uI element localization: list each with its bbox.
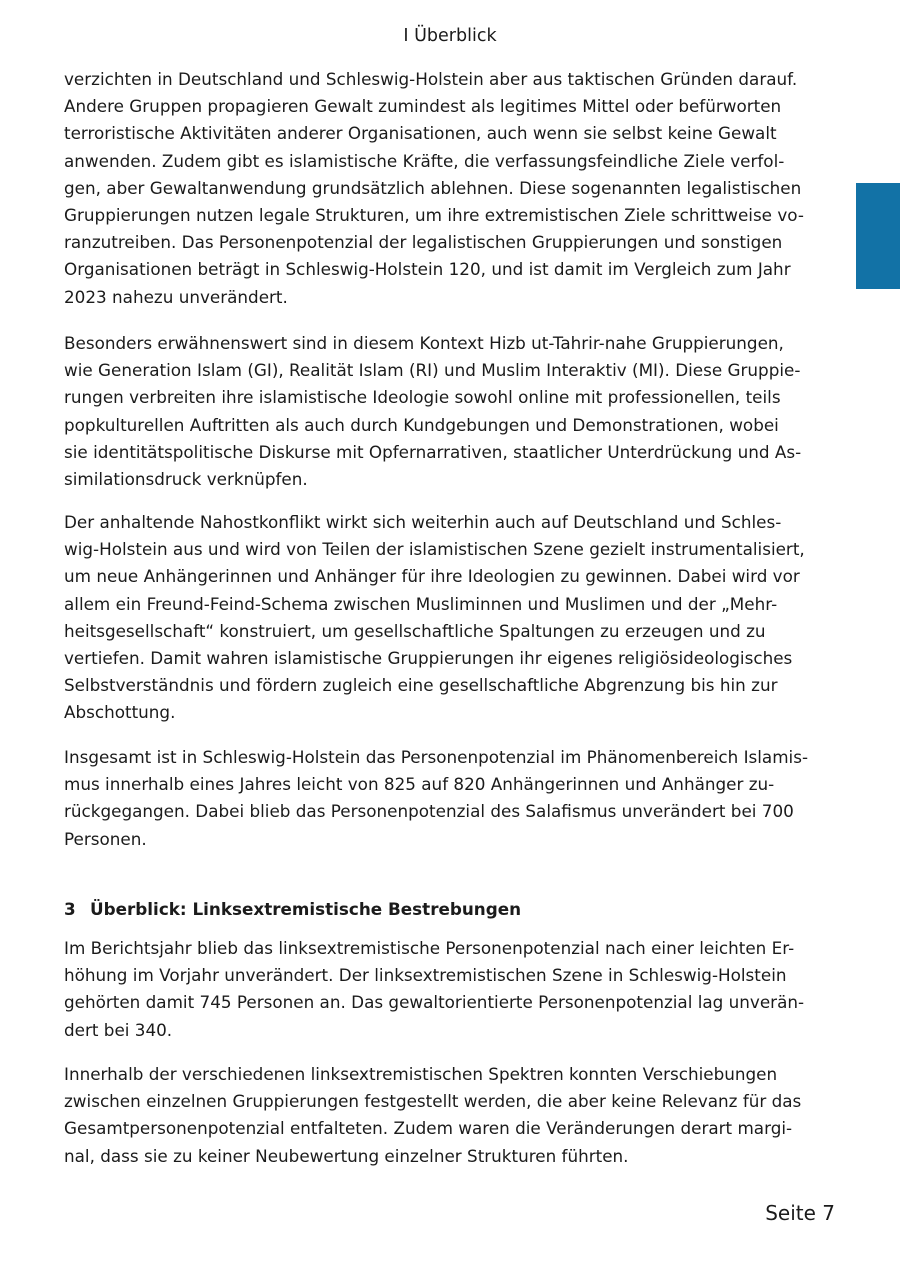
text-line: Selbstverständnis und fördern zugleich eine gesellschaftliche Abgrenzung bis hin zur [64,675,778,696]
paragraph-4 [64,744,809,853]
text-line: höhung im Vorjahr unverändert. Der linksextremistischen Szene in Schleswig-Holstein [64,965,787,986]
text-line: um neue Anhängerinnen und Anhänger für ihre Ideologien zu gewinnen. Dabei wird vor [64,566,800,587]
text-line: sie identitätspolitische Diskurse mit Opfernarrativen, staatlicher Unterdrückung und As- [64,441,802,462]
text-line: Personen. [64,828,147,849]
chapter-tab-marker [856,183,900,289]
text-line: Im Berichtsjahr blieb das linksextremistische Personenpotenzial nach einer leichten Er- [64,938,795,958]
text-line: nal, dass sie zu keiner Neubewertung einzelner Strukturen führten. [64,1145,629,1166]
text-line: similationsdruck verknüpfen. [64,469,308,490]
text-line: popkulturellen Auftritten als auch durch Kundgebungen und Demonstrationen, wobei [64,414,779,435]
paragraph-5 [64,935,805,1044]
text-line: anwenden. Zudem gibt es islamistische Kräfte, die verfassungsfeindliche Ziele verfol- [64,150,785,171]
text-line: verzichten in Deutschland und Schleswig-Holstein aber aus taktischen Gründen darauf. [64,69,798,89]
text-line: Besonders erwähnenswert sind in diesem Kontext Hizb ut-Tahrir-nahe Gruppierungen, [64,333,784,353]
paragraph-3 [64,509,805,727]
text-line: rungen verbreiten ihre islamistische Ideologie sowohl online mit professionellen, teils [64,387,781,408]
text-line: rückgegangen. Dabei blieb das Personenpotenzial des Salafismus unverändert bei 700 [64,801,794,822]
text-line: dert bei 340. [64,1019,173,1040]
section-number: 3 [64,899,76,919]
text-line: gehörten damit 745 Personen an. Das gewaltorientierte Personenpotenzial lag unverän- [64,992,805,1013]
text-line: Abschottung. [64,702,176,723]
text-line: terroristische Aktivitäten anderer Organisationen, auch wenn sie selbst keine Gewalt [64,123,777,144]
text-line: 2023 nahezu unverändert. [64,286,288,307]
running-head-title: I Überblick [403,26,497,46]
section-heading [64,896,521,923]
text-line: zwischen einzelnen Gruppierungen festgestellt werden, die aber keine Relevanz für das [64,1091,802,1112]
text-line: Gesamtpersonenpotenzial entfalteten. Zudem waren die Veränderungen derart margi- [64,1118,793,1139]
text-line: Der anhaltende Nahostkonflikt wirkt sich weiterhin auch auf Deutschland und Schles- [64,512,782,532]
text-line: Gruppierungen nutzen legale Strukturen, um ihre extremistischen Ziele schrittweise vo- [64,205,804,226]
text-line: wig-Holstein aus und wird von Teilen der islamistischen Szene gezielt instrumentalisiert, [64,539,805,560]
text-line: Innerhalb der verschiedenen linksextremistischen Spektren konnten Verschiebungen [64,1064,778,1084]
text-line: Organisationen beträgt in Schleswig-Holstein 120, und ist damit im Vergleich zum Jahr [64,259,791,280]
text-line: ranzutreiben. Das Personenpotenzial der legalistischen Gruppierungen und sonstigen [64,232,783,253]
text-line: Andere Gruppen propagieren Gewalt zumindest als legitimes Mittel oder befürworten [64,96,782,117]
text-line: gen, aber Gewaltanwendung grundsätzlich ablehnen. Diese sogenannten legalistischen [64,177,802,198]
text-line: mus innerhalb eines Jahres leicht von 825 auf 820 Anhängerinnen und Anhänger zu- [64,774,775,795]
paragraph-2 [64,330,800,493]
text-line: Insgesamt ist in Schleswig-Holstein das Personenpotenzial im Phänomenbereich Islamis- [64,747,809,767]
text-line: wie Generation Islam (GI), Realität Islam (RI) und Muslim Interaktiv (MI). Diese Gruppie- [64,360,801,381]
text-line: allem ein Freund-Feind-Schema zwischen Musliminnen und Muslimen und der „Mehr- [64,593,778,614]
section-title: Überblick: Linksextremistische Bestrebungen [90,899,522,919]
text-line: heitsgesellschaft“ konstruiert, um gesellschaftliche Spaltungen zu erzeugen und zu [64,620,766,641]
text-line: vertiefen. Damit wahren islamistische Gruppierungen ihr eigenes religiösideologisches [64,648,793,669]
page-number: Seite 7 [765,1201,835,1225]
paragraph-1 [64,66,804,311]
paragraph-6 [64,1061,800,1170]
